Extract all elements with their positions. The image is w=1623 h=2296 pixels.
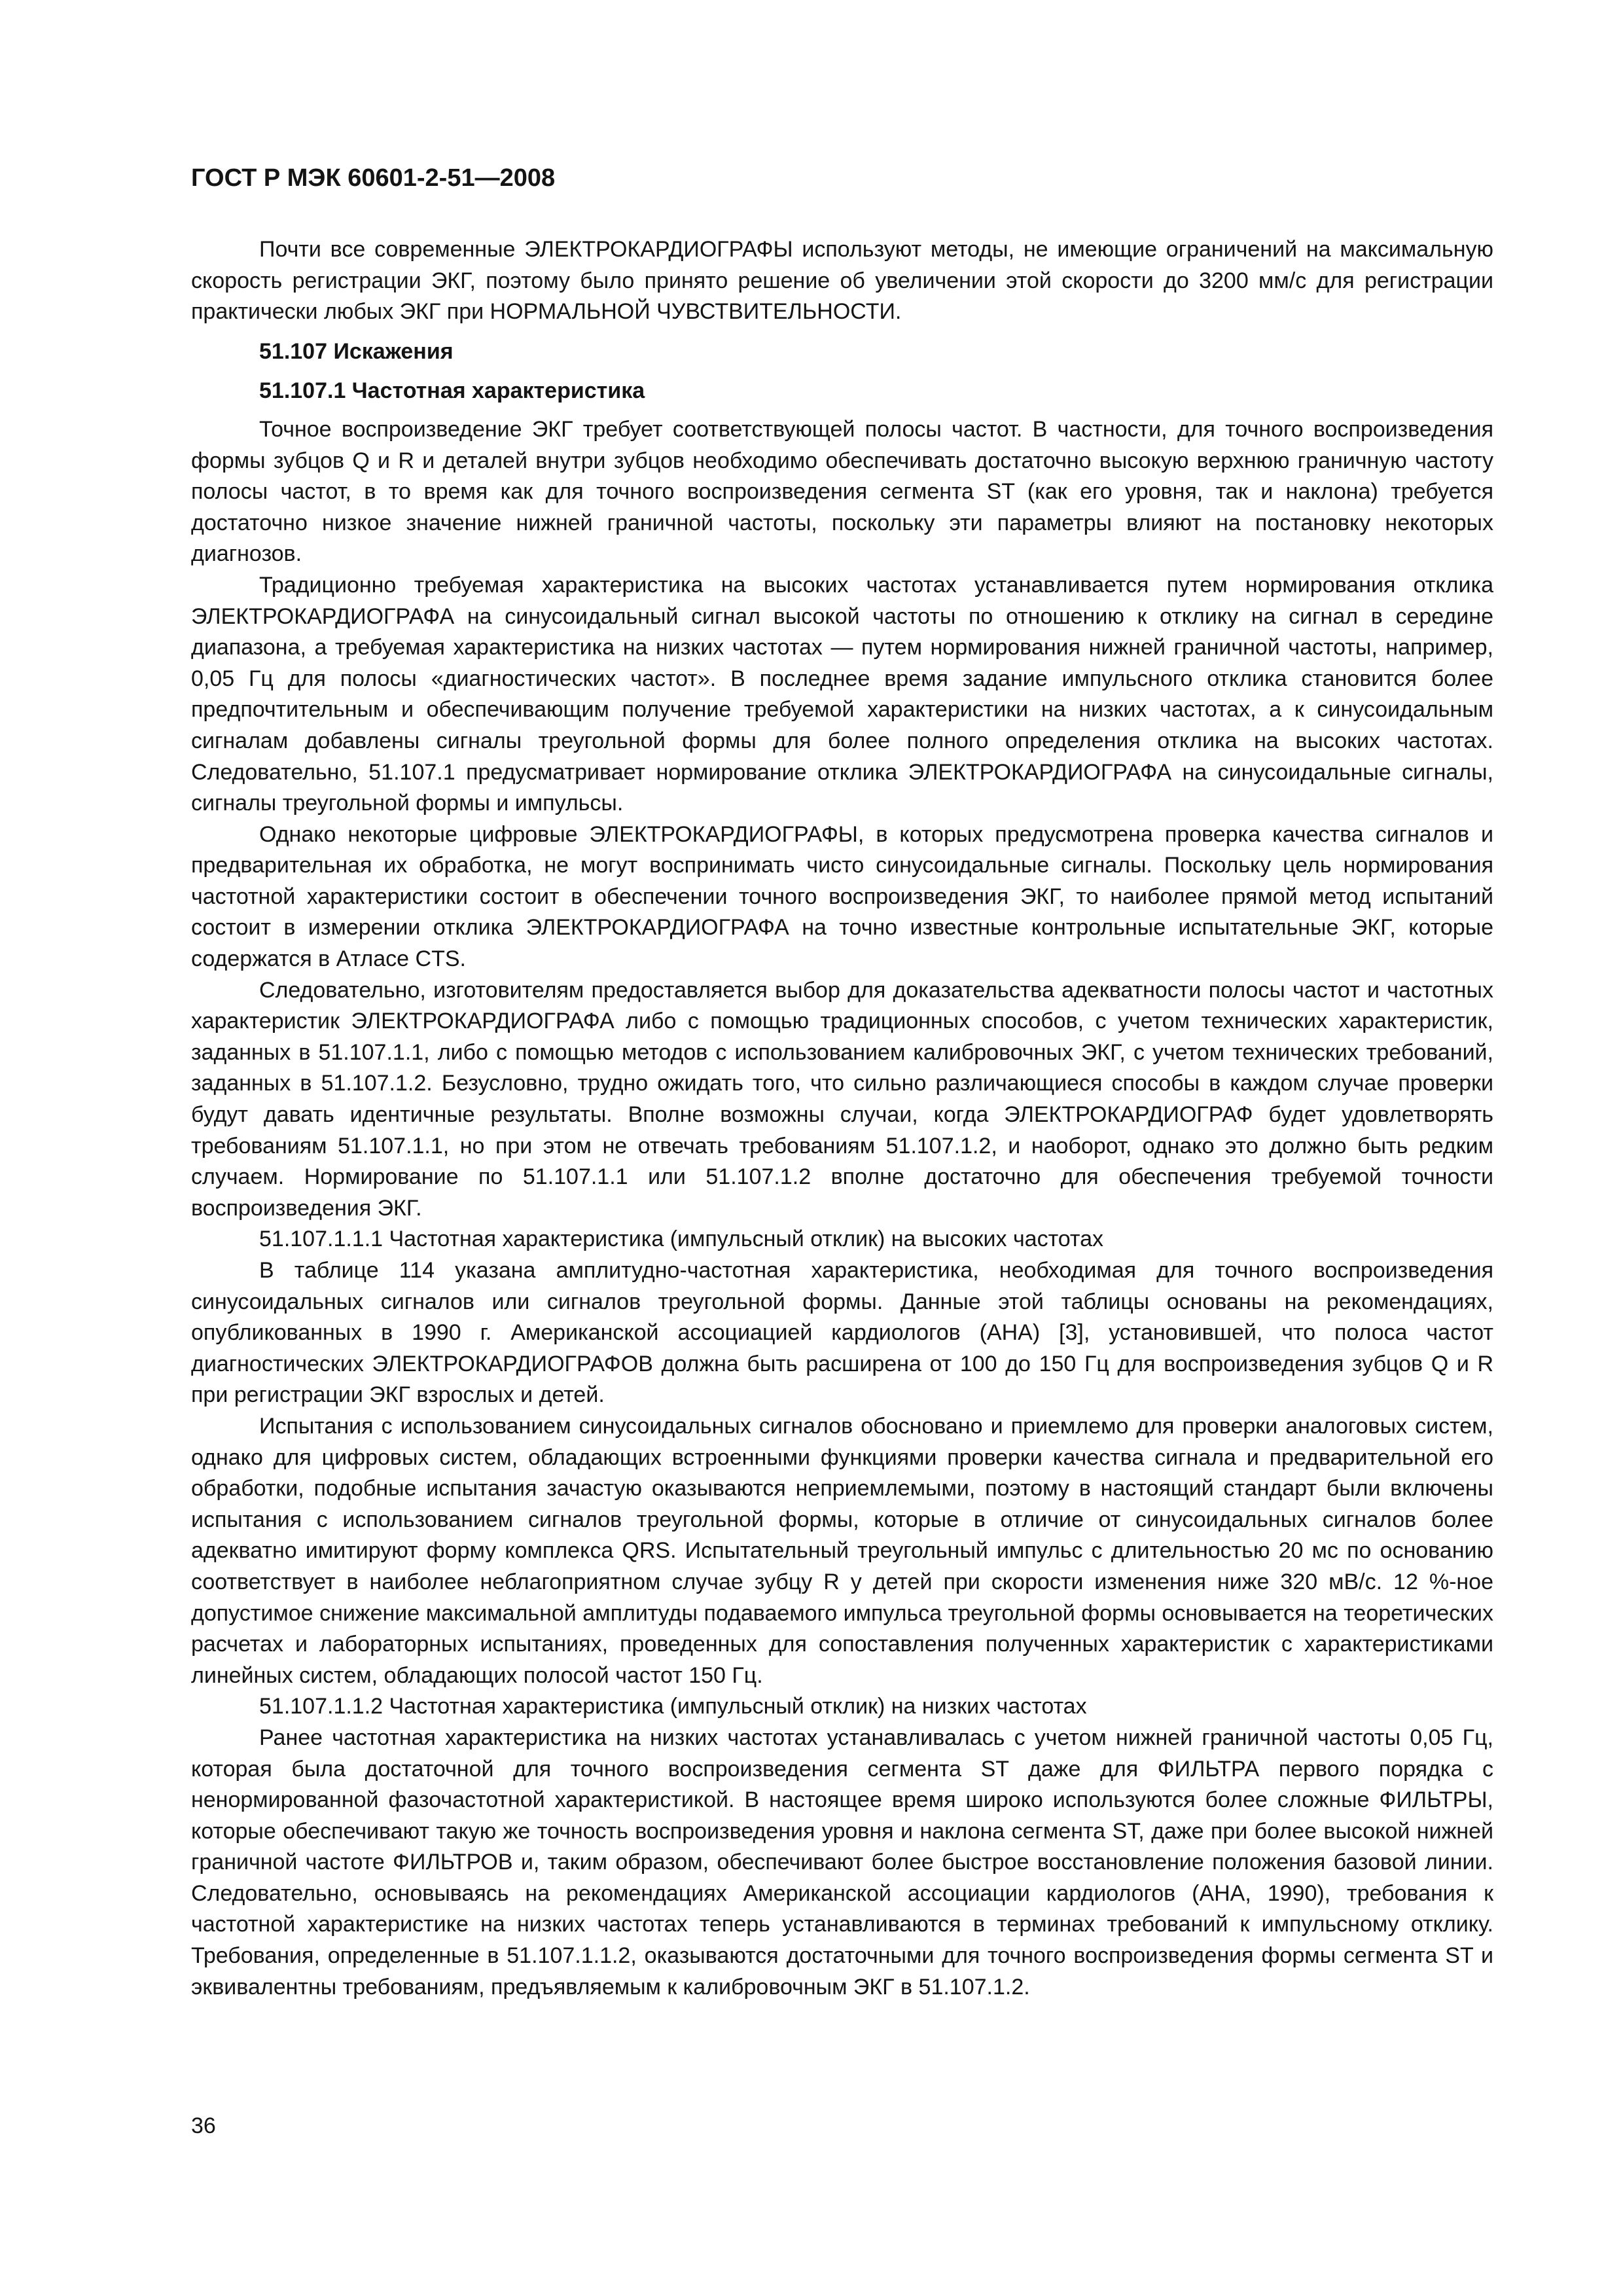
- paragraph-2: Традиционно требуемая характеристика на высоких частотах устанавливается путем нормирования отклика ЭЛЕКТРОКАРДИОГРАФА на синусоидальный сигнал высокой частоты по отношению к отклику на сигнал в середине диапазона, а требуемая характеристика на низких частотах — путем нормирования нижней граничной частоты, например, 0,05 Гц для полосы «диагностических частот». В последнее время задание импульсного отклика становится более предпочтительным и обеспечивающим получение требуемой характеристики на низких частотах, а к синусоидальным сигналам добавлены сигналы треугольной формы для более полного определения отклика на высоких частотах. Следовательно, 51.107.1 предусматривает нормирование отклика ЭЛЕКТРОКАРДИОГРАФА на синусоидальные сигналы, сигналы треугольной формы и импульсы.: [191, 572, 1493, 816]
- paragraph-1: Точное воспроизведение ЭКГ требует соответствующей полосы частот. В частности, для точного воспроизведения формы зубцов Q и R и деталей внутри зубцов необходимо обеспечивать достаточно высокую верхнюю граничную частоту полосы частот, в то время как для точного воспроизведения сегмента ST (как его уровня, так и наклона) требуется достаточно низкое значение нижней граничной частоты, поскольку эти параметры влияют на постановку некоторых диагнозов.: [191, 416, 1493, 567]
- document-page: [191, 162, 1493, 2003]
- page-number: 36: [191, 2113, 216, 2138]
- paragraph-intro: Почти все современные ЭЛЕКТРОКАРДИОГРАФЫ используют методы, не имеющие ограничений на максимальную скорость регистрации ЭКГ, поэтому было принято решение об увеличении этой скорости до 3200 мм/с для регистрации практически любых ЭКГ при НОРМАЛЬНОЙ ЧУВСТВИТЕЛЬНОСТИ.: [191, 237, 1493, 325]
- section-heading-51-107: 51.107 Искажения: [259, 338, 454, 364]
- subsection-heading-51-107-1-1-1: 51.107.1.1.1 Частотная характеристика (импульсный отклик) на высоких частотах: [259, 1227, 1104, 1252]
- paragraph-6: Испытания с использованием синусоидальных сигналов обосновано и приемлемо для проверки аналоговых систем, однако для цифровых систем, обладающих встроенными функциями проверки качества сигнала и предварительной его обработки, подобные испытания зачастую оказываются неприемлемыми, поэтому в настоящий стандарт были включены испытания с использованием сигналов треугольной формы, которые в отличие от синусоидальных сигналов более адекватно имитируют форму комплекса QRS. Испытательный треугольный импульс с длительностью 20 мс по основанию соответствует в наиболее неблагоприятном случае зубцу R у детей при скорости изменения ниже 320 мВ/с. 12 %-ное допустимое снижение максимальной амплитуды подаваемого импульса треугольной формы основывается на теоретических расчетах и лабораторных испытаниях, проведенных для сопоставления полученных характеристик с характеристиками линейных систем, обладающих полосой частот 150 Гц.: [191, 1413, 1493, 1688]
- paragraph-7: Ранее частотная характеристика на низких частотах устанавливалась с учетом нижней граничной частоты 0,05 Гц, которая была достаточной для точного воспроизведения сегмента ST даже для ФИЛЬТРА первого порядка с ненормированной фазочастотной характеристикой. В настоящее время широко используются более сложные ФИЛЬТРЫ, которые обеспечивают такую же точность воспроизведения уровня и наклона сегмента ST, даже при более высокой нижней граничной частоте ФИЛЬТРОВ и, таким образом, обеспечивают более быстрое восстановление положения базовой линии. Следовательно, основываясь на рекомендациях Американской ассоциации кардиологов (АНА, 1990), требования к частотной характеристике на низких частотах теперь устанавливаются в терминах требований к импульсному отклику. Требования, определенные в 51.107.1.1.2, оказываются достаточными для точного воспроизведения формы сегмента ST и эквивалентны требованиям, предъявляемым к калибровочным ЭКГ в 51.107.1.2.: [191, 1725, 1493, 2000]
- paragraph-5: В таблице 114 указана амплитудно-частотная характеристика, необходимая для точного воспроизведения синусоидальных сигналов или сигналов треугольной формы. Данные этой таблицы основаны на рекомендациях, опубликованных в 1990 г. Американской ассоциацией кардиологов (АНА) [3], установившей, что полоса частот диагностических ЭЛЕКТРОКАРДИОГРАФОВ должна быть расширена от 100 до 150 Гц для воспроизведения зубцов Q и R при регистрации ЭКГ взрослых и детей.: [191, 1258, 1493, 1408]
- section-heading-51-107-1: 51.107.1 Частотная характеристика: [259, 378, 645, 404]
- paragraph-4: Следовательно, изготовителям предоставляется выбор для доказательства адекватности полосы частот и частотных характеристик ЭЛЕКТРОКАРДИОГРАФА либо с помощью традиционных способов, с учетом технических характеристик, заданных в 51.107.1.1, либо с помощью методов с использованием калибровочных ЭКГ, с учетом технических требований, заданных в 51.107.1.2. Безусловно, трудно ожидать того, что сильно различающиеся способы в каждом случае проверки будут давать идентичные результаты. Вполне возможны случаи, когда ЭЛЕКТРОКАРДИОГРАФ будет удовлетворять требованиям 51.107.1.1, но при этом не отвечать требованиям 51.107.1.2, и наоборот, однако это должно быть редким случаем. Нормирование по 51.107.1.1 или 51.107.1.2 вполне достаточно для обеспечения требуемой точности воспроизведения ЭКГ.: [191, 977, 1493, 1221]
- subsection-heading-51-107-1-1-2: 51.107.1.1.2 Частотная характеристика (импульсный отклик) на низких частотах: [259, 1694, 1087, 1719]
- document-header: ГОСТ Р МЭК 60601-2-51—2008: [191, 164, 556, 192]
- paragraph-3: Однако некоторые цифровые ЭЛЕКТРОКАРДИОГРАФЫ, в которых предусмотрена проверка качества сигналов и предварительная их обработка, не могут воспринимать чисто синусоидальные сигналы. Поскольку цель нормирования частотной характеристики состоит в обеспечении точного воспроизведения ЭКГ, то наиболее прямой метод испытаний состоит в измерении отклика ЭЛЕКТРОКАРДИОГРАФА на точно известные контрольные испытательные ЭКГ, которые содержатся в Атласе CTS.: [191, 821, 1493, 972]
